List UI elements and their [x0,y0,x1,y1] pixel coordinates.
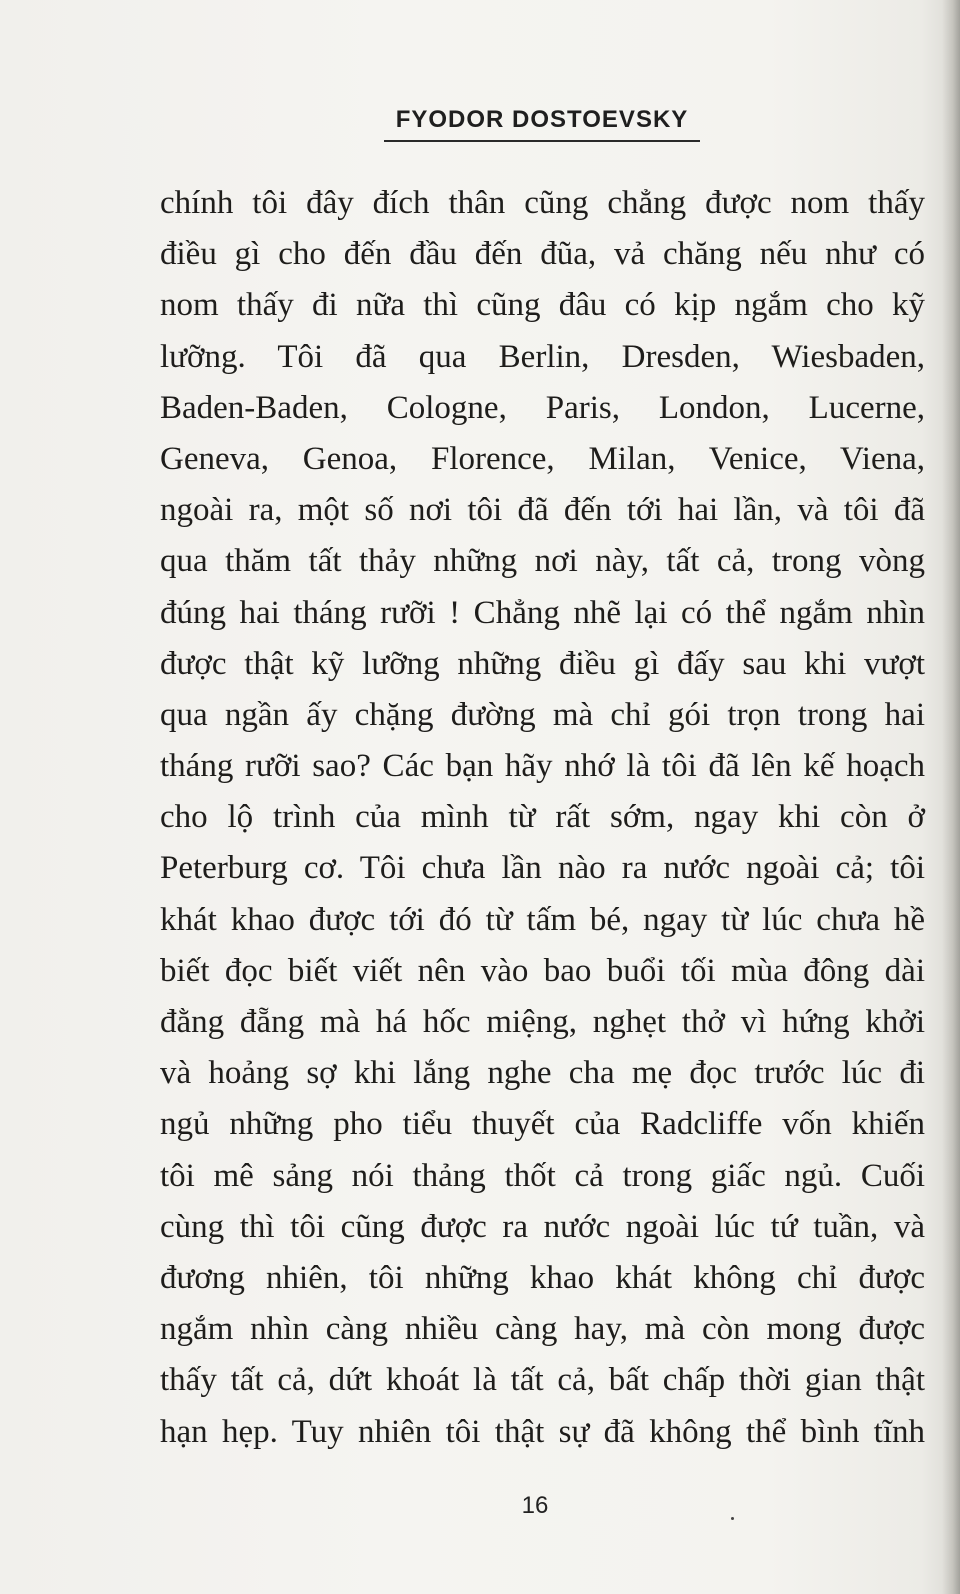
text-line: nom thấy đi nữa thì cũng đâu có kịp ngắm cho kỹ [160,287,925,324]
text-line: Baden-Baden, Cologne, Paris, London, Lucerne, [160,389,925,426]
text-line: đương nhiên, tôi những khao khát không chỉ được [160,1259,925,1296]
text-line: được thật kỹ lưỡng những điều gì đấy sau khi vượt [160,645,925,682]
text-line: tôi mê sảng nói thảng thốt cả trong giấc ngủ. Cuối [160,1157,925,1194]
text-line: tháng rưỡi sao? Các bạn hãy nhớ là tôi đã lên kế hoạch [160,748,925,785]
text-line: cho lộ trình của mình từ rất sớm, ngay khi còn ở [160,799,925,836]
text-line: ngắm nhìn càng nhiều càng hay, mà còn mong được [160,1311,925,1348]
text-line: thấy tất cả, dứt khoát là tất cả, bất chấp thời gian thật [160,1362,925,1399]
page-number: 16 [521,1492,549,1519]
text-line: hạn hẹp. Tuy nhiên tôi thật sự đã không thể bình tĩnh [160,1413,925,1450]
text-line: khát khao được tới đó từ tấm bé, ngay từ lúc chưa hề [160,901,925,938]
text-line: chính tôi đây đích thân cũng chẳng được nom thấy [160,185,925,221]
page-edge-shadow [942,0,960,1594]
text-line: lưỡng. Tôi đã qua Berlin, Dresden, Wiesbaden, [160,338,925,375]
running-head-rule [384,140,700,142]
running-head-title: FYODOR DOSTOEVSKY [395,106,689,133]
print-speck [731,1517,734,1520]
text-line: ngoài ra, một số nơi tôi đã đến tới hai lần, và tôi đã [160,492,925,529]
body-text [160,178,925,1458]
text-line: đúng hai tháng rưỡi ! Chẳng nhẽ lại có thể ngắm nhìn [160,594,925,631]
text-line: điều gì cho đến đầu đến đũa, vả chăng nếu như có [160,236,925,273]
text-line: đằng đẵng mà há hốc miệng, nghẹt thở vì hứng khởi [160,1004,925,1040]
text-line: Peterburg cơ. Tôi chưa lần nào ra nước ngoài cả; tôi [160,850,925,887]
text-line: qua ngần ấy chặng đường mà chỉ gói trọn trong hai [160,696,925,733]
text-line: Geneva, Genoa, Florence, Milan, Venice, Viena, [160,440,925,477]
text-line: cùng thì tôi cũng được ra nước ngoài lúc tứ tuần, và [160,1208,925,1245]
text-line: biết đọc biết viết nên vào bao buổi tối mùa đông dài [160,952,925,989]
text-line: qua thăm tất thảy những nơi này, tất cả, trong vòng [160,543,925,580]
text-line: và hoảng sợ khi lắng nghe cha mẹ đọc trước lúc đi [160,1055,925,1092]
text-line: ngủ những pho tiểu thuyết của Radcliffe vốn khiến [160,1106,925,1143]
